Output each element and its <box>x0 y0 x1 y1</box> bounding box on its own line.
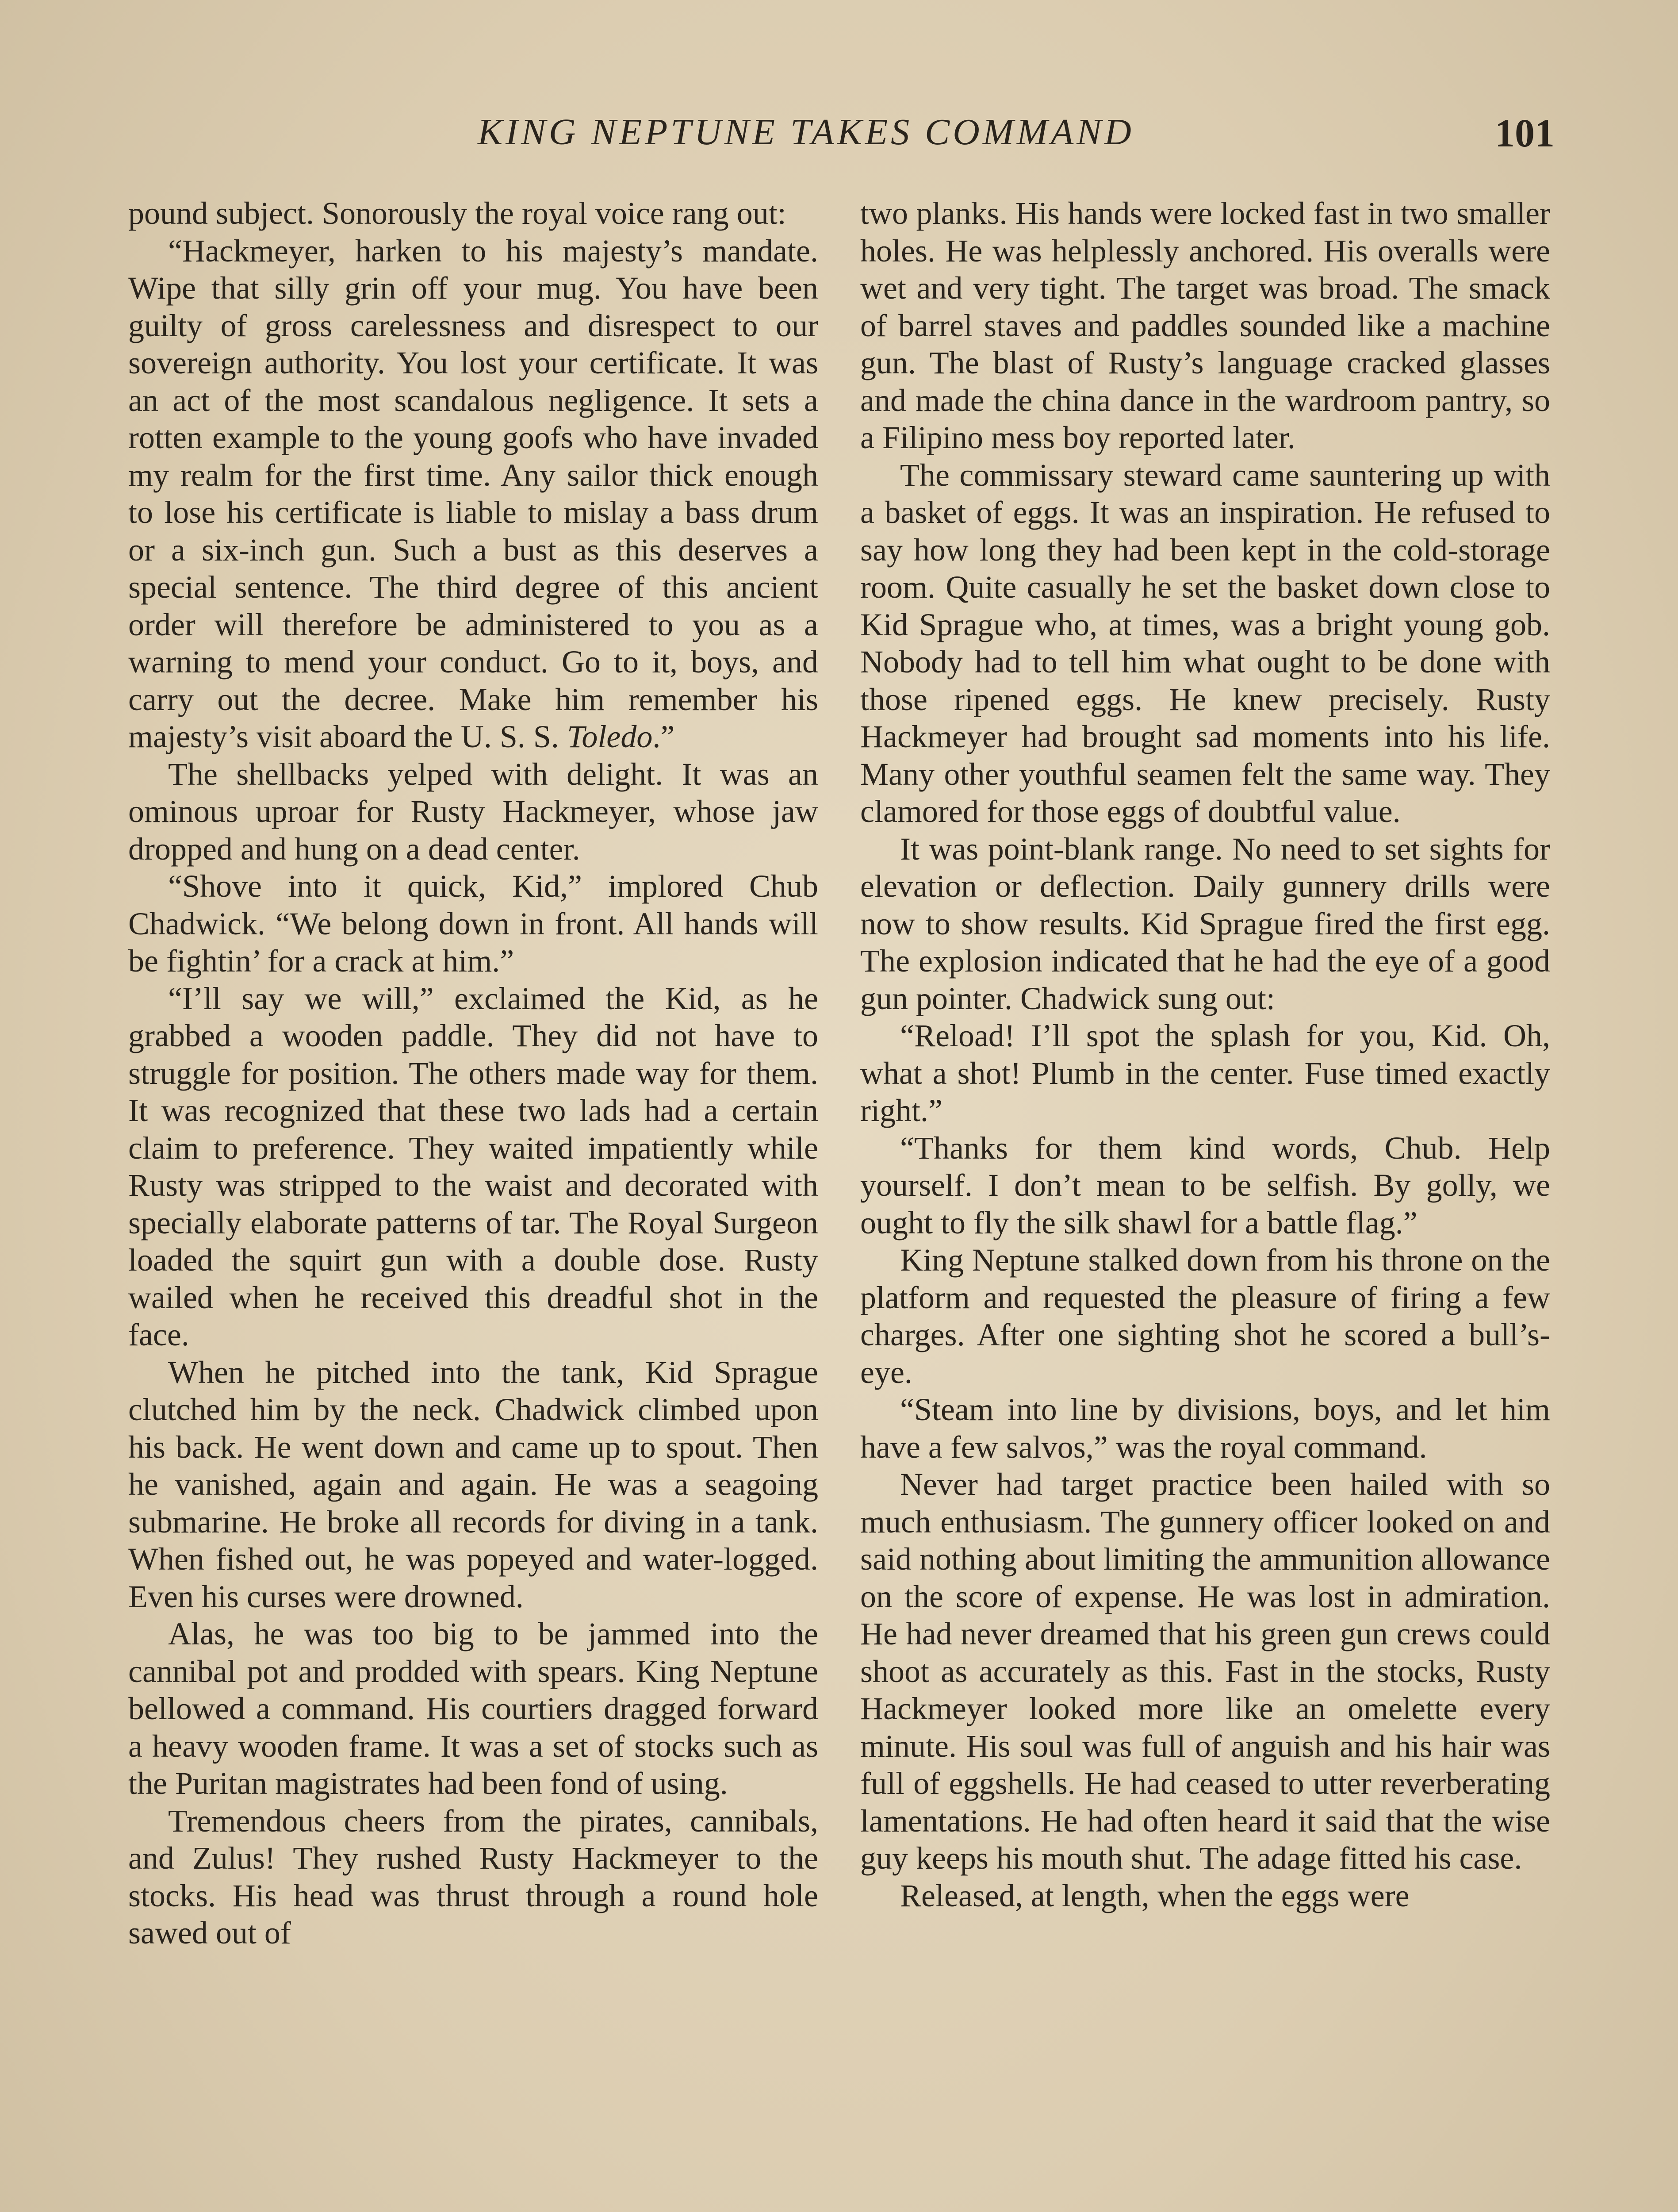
paragraph: “I’ll say we will,” exclaimed the Kid, as he grabbed a wooden paddle. They did not have to struggle for position. The others made way for them. It was recognized that these two lads had a certain claim to preference. They waited impatiently while Rusty was stripped to the waist and decorated with specially elaborate patterns of tar. The Royal Surgeon loaded the squirt gun with a double dose. Rusty wailed when he received this dreadful shot in the face. <box>128 980 818 1352</box>
page-header <box>0 111 1678 168</box>
right-text-column <box>860 195 1550 2212</box>
paragraph <box>128 232 818 756</box>
paragraph: Alas, he was too big to be jammed into the cannibal pot and prodded with spears. King Neptune bellowed a command. His courtiers dragged forward a heavy wooden frame. It was a set of stocks such as the Puritan magistrates had been fond of using. <box>128 1616 818 1801</box>
paragraph: pound subject. Sonorously the royal voice rang out: <box>128 196 786 231</box>
paragraph: Released, at length, when the eggs were <box>900 1878 1410 1913</box>
paragraph: two planks. His hands were locked fast in two smaller holes. He was helplessly anchored. His overalls were wet and very tight. The target was broad. The smack of barrel staves and paddles sounded like a machine gun. The blast of Rusty’s language cracked glasses and made the china dance in the wardroom pantry, so a Filipino mess boy reported later. <box>860 196 1550 455</box>
paragraph: “Reload! I’ll spot the splash for you, Kid. Oh, what a shot! Plumb in the center. Fuse timed exactly right.” <box>860 1018 1550 1128</box>
paragraph: The shellbacks yelped with delight. It was an ominous uproar for Rusty Hackmeyer, whose jaw dropped and hung on a dead center. <box>128 756 818 867</box>
left-text-column <box>128 195 818 2212</box>
paragraph: “Shove into it quick, Kid,” implored Chub Chadwick. “We belong down in front. All hands will be fightin’ for a crack at him.” <box>128 868 818 979</box>
ship-name: Toledo <box>567 719 653 754</box>
paragraph: Tremendous cheers from the pirates, cannibals, and Zulus! They rushed Rusty Hackmeyer to the stocks. His head was thrust through a round hole sawed out of <box>128 1803 818 1951</box>
page-number: 101 <box>1495 111 1555 155</box>
paragraph: It was point-blank range. No need to set sights for elevation or deflection. Daily gunnery drills were now to show results. Kid Sprague fired the first egg. The explosion indicated that he had the eye of a good gun pointer. Chadwick sung out: <box>860 831 1550 1016</box>
paragraph: “Thanks for them kind words, Chub. Help yourself. I don’t mean to be selfish. By golly, we ought to fly the silk shawl for a battle flag.” <box>860 1130 1550 1240</box>
paragraph: Never had target practice been hailed with so much enthusiasm. The gunnery officer looked on and said nothing about limiting the ammunition allowance on the score of expense. He was lost in admiration. He had never dreamed that his green gun crews could shoot as accurately as this. Fast in the stocks, Rusty Hackmeyer looked more like an omelette every minute. His soul was full of anguish and his hair was full of eggshells. He had ceased to utter reverberating lamentations. He had often heard it said that the wise guy keeps his mouth shut. The adage fitted his case. <box>860 1467 1550 1876</box>
paragraph: King Neptune stalked down from his throne on the platform and requested the pleasure of firing a few charges. After one sighting shot he scored a bull’s-eye. <box>860 1242 1550 1390</box>
quote-close: .” <box>652 719 675 754</box>
paragraph: “Steam into line by divisions, boys, and let him have a few salvos,” was the royal command. <box>860 1392 1550 1465</box>
paragraph: The commissary steward came sauntering up with a basket of eggs. It was an inspiration. He refused to say how long they had been kept in the cold-storage room. Quite casually he set the basket down close to Kid Sprague who, at times, was a bright young gob. Nobody had to tell him what ought to be done with those ripened eggs. He knew precisely. Rusty Hackmeyer had brought sad moments into his life. Many other youthful seamen felt the same way. They clamored for those eggs of doubtful value. <box>860 457 1550 829</box>
paragraph: When he pitched into the tank, Kid Sprague clutched him by the neck. Chadwick climbed upon his back. He went down and came up to spout. Then he vanished, again and again. He was a seagoing submarine. He broke all records for diving in a tank. When fished out, he was popeyed and water-logged. Even his curses were drowned. <box>128 1354 818 1614</box>
paragraph-text: “Hackmeyer, harken to his majesty’s mandate. Wipe that silly grin off your mug. You have been guilty of gross carelessness and disrespect to our sovereign authority. You lost your certificate. It was an act of the most scandalous negligence. It sets a rotten example to the young goofs who have invaded my realm for the first time. Any sailor thick enough to lose his certificate is liable to mislay a bass drum or a six-inch gun. Such a bust as this deserves a special sentence. The third degree of this ancient order will therefore be administered to you as a warning to mend your conduct. Go to it, boys, and carry out the decree. Make him remember his majesty’s visit aboard the U. S. S. <box>128 233 818 754</box>
running-title: KING NEPTUNE TAKES COMMAND <box>478 111 1134 153</box>
